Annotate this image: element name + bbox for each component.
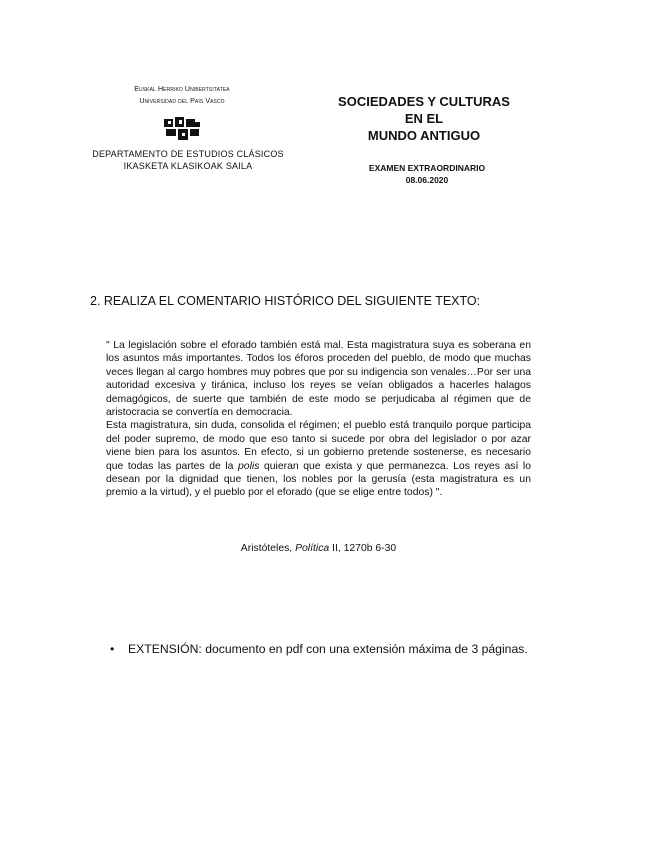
- course-title-line2: EN EL: [404, 111, 444, 126]
- citation-work: Política: [295, 543, 330, 554]
- quote-paragraph-2-b: quieran que exista y que permanezca. Los reyes así lo desean por la dignidad que tienen, los nobles por la gerusía (esta magistratura es un premio a la virtud), y el pueblo por el eforado (que se elige entre todos) ".: [106, 460, 531, 499]
- citation-author: Aristóteles,: [240, 543, 296, 554]
- exam-type: EXAMEN EXTRAORDINARIO: [368, 163, 486, 173]
- bullet-icon: •: [110, 642, 115, 656]
- university-name: [108, 84, 256, 108]
- course-title: [318, 93, 530, 144]
- course-title-line3: MUNDO ANTIGUO: [367, 128, 481, 143]
- extension-bullet: [110, 641, 528, 657]
- quote-paragraph-1: " La legislación sobre el eforado también está mal. Esta magistratura suya es soberana en los asuntos más importantes. Todos los éforos proceden del pueblo, de modo que muchas veces llegan al cargo hombres muy pobres que por su indigencia son venales…Por ser una autoridad excesiva y tiránica, incluso los reyes se veían obligados a hacerles halagos demagógicos, de suerte que también de este modo se perjudicaba al régimen que de aristocracia se convertía en democracia.: [106, 340, 531, 419]
- quoted-text: [106, 339, 531, 500]
- university-name-basque: Euskal Herriko Unibertsitatea: [134, 86, 230, 93]
- university-name-spanish: Universidad del País Vasco: [139, 98, 225, 105]
- quote-paragraph-2-a: Esta magistratura, sin duda, consolida el régimen; el pueblo está tranquilo porque participa del poder supremo, de modo que eso tanto si sucede por obra del legislador o por azar viene bien para los asuntos. En efecto, si un gobierno pretende sostenerse, es necesario que todas las partes de la: [106, 420, 531, 472]
- quote-emphasis-polis: polis: [238, 460, 260, 472]
- exam-info: [340, 162, 514, 186]
- course-title-line1: SOCIEDADES Y CULTURAS: [338, 94, 510, 109]
- department-spanish: DEPARTAMENTO DE ESTUDIOS CLÁSICOS: [92, 149, 284, 159]
- quote-paragraph-2: [106, 419, 531, 499]
- department: [88, 148, 288, 172]
- exam-date: 08.06.2020: [405, 175, 449, 185]
- university-logo: [164, 117, 202, 141]
- department-basque: IKASKETA KLASIKOAK SAILA: [123, 161, 253, 171]
- extension-text: EXTENSIÓN: documento en pdf con una extensión máxima de 3 páginas.: [128, 642, 528, 656]
- citation: [106, 542, 531, 556]
- citation-reference: II, 1270b 6-30: [329, 543, 397, 554]
- question-heading: 2. REALIZA EL COMENTARIO HISTÓRICO DEL SIGUIENTE TEXTO:: [90, 294, 481, 308]
